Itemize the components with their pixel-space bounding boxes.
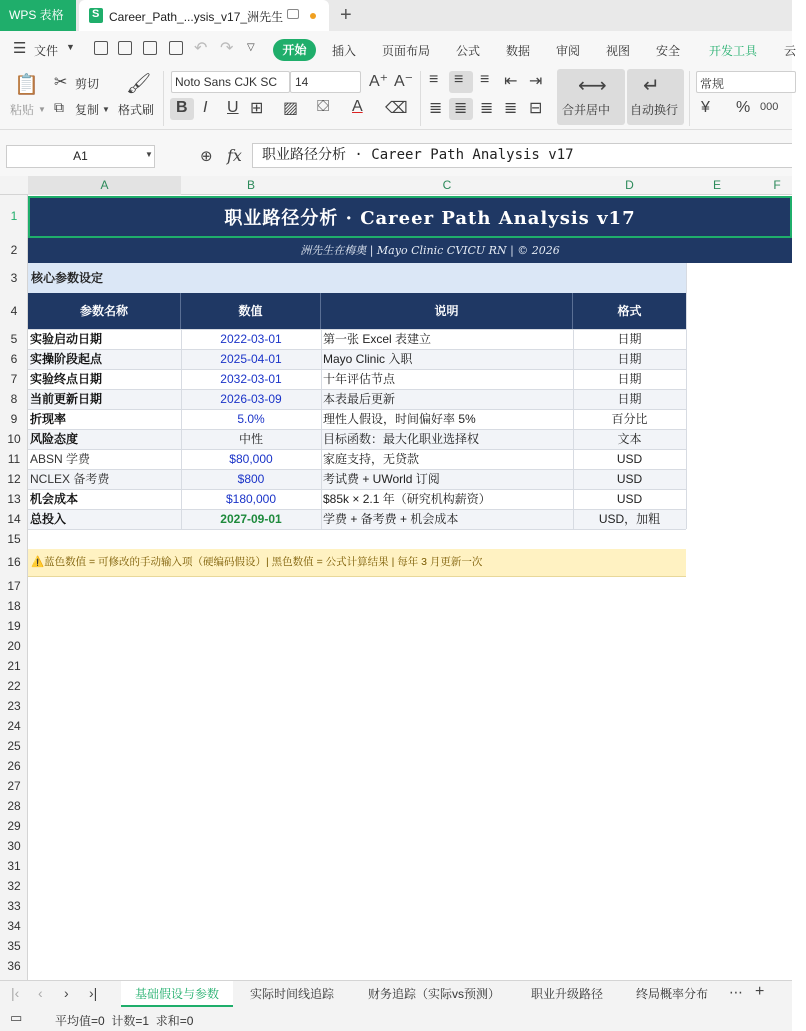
grid-line xyxy=(28,409,686,410)
grid-line xyxy=(28,489,686,490)
param-format-cell[interactable]: USD xyxy=(573,489,686,509)
param-format-cell[interactable]: 文本 xyxy=(573,429,686,449)
param-value-cell[interactable]: $80,000 xyxy=(181,449,321,469)
grid-line xyxy=(28,509,686,510)
column-header-e[interactable]: E xyxy=(712,178,721,192)
row-header-25[interactable]: 25 xyxy=(7,739,21,753)
row-header-22[interactable]: 22 xyxy=(7,679,21,693)
sheet-tab-career-path[interactable]: 职业升级路径 xyxy=(531,987,604,1001)
font-size-value: 14 xyxy=(295,75,309,89)
separator xyxy=(420,71,421,126)
param-name-cell[interactable]: 机会成本 xyxy=(28,489,181,509)
indent-decrease-icon[interactable]: ⇤ xyxy=(504,73,518,90)
table-header-cell[interactable]: 数值 xyxy=(181,293,321,329)
grid-line xyxy=(28,469,686,470)
row-header-21[interactable]: 21 xyxy=(7,659,21,673)
cut-button[interactable]: 剪切 xyxy=(75,77,100,91)
param-value-cell[interactable]: 2032-03-01 xyxy=(181,369,321,389)
print-preview-icon[interactable] xyxy=(169,41,183,55)
param-value-cell[interactable]: 2026-03-09 xyxy=(181,389,321,409)
align-right-icon[interactable]: ≣ xyxy=(480,100,494,117)
param-description-cell[interactable]: 目标函数：最大化职业选择权 xyxy=(321,429,573,449)
row-header-34[interactable]: 34 xyxy=(7,919,21,933)
wrap-text-label: 自动换行 xyxy=(630,103,679,117)
grid-line xyxy=(28,389,686,390)
decrease-font-icon[interactable]: A⁻ xyxy=(394,73,414,90)
param-value-cell[interactable]: 2025-04-01 xyxy=(181,349,321,369)
italic-icon[interactable]: I xyxy=(203,99,208,116)
table-header-cell[interactable]: 格式 xyxy=(573,293,686,329)
param-name-cell[interactable]: 实验启动日期 xyxy=(28,329,181,349)
indent-increase-icon[interactable]: ⇥ xyxy=(529,73,543,90)
chevron-down-icon[interactable]: ▼ xyxy=(66,42,75,52)
sheet-tab-endgame[interactable]: 终局概率分布 xyxy=(636,987,709,1001)
row-header-4[interactable]: 4 xyxy=(10,304,18,318)
bold-icon[interactable]: B xyxy=(176,99,188,116)
sheet-tab-finance[interactable]: 财务追踪（实际vs预测） xyxy=(368,987,501,1001)
add-sheet-icon[interactable]: + xyxy=(755,983,765,1000)
zoom-icon[interactable]: ⊕ xyxy=(200,148,213,165)
number-format-value: 常规 xyxy=(700,77,725,91)
justify-icon[interactable]: ≣ xyxy=(504,100,518,117)
number-format-select[interactable] xyxy=(696,71,796,93)
row-header-9[interactable]: 9 xyxy=(10,412,18,426)
fill-color-icon[interactable]: ⛋ xyxy=(317,98,330,115)
cell-style-icon[interactable]: ▨ xyxy=(283,100,299,117)
row-header-23[interactable]: 23 xyxy=(7,699,21,713)
row-header-20[interactable]: 20 xyxy=(7,639,21,653)
increase-font-icon[interactable]: A⁺ xyxy=(369,73,389,90)
grid-line xyxy=(28,576,686,577)
menu-page-layout[interactable]: 页面布局 xyxy=(382,44,431,58)
param-format-cell[interactable]: USD xyxy=(573,469,686,489)
sheet-subtitle-cell[interactable]: 洲先生在梅奥 | Mayo Clinic CVICU RN | © 2026 xyxy=(28,238,792,263)
param-description-cell[interactable]: 家庭支持，无贷款 xyxy=(321,449,573,469)
column-header-bar xyxy=(0,176,792,195)
param-format-cell[interactable]: 百分比 xyxy=(573,409,686,429)
export-pdf-icon[interactable] xyxy=(118,41,132,55)
grid-line xyxy=(181,329,182,529)
row-header-7[interactable]: 7 xyxy=(10,372,18,386)
sheet-tab-bar xyxy=(0,980,792,1007)
param-format-cell[interactable]: 日期 xyxy=(573,369,686,389)
row-header-13[interactable]: 13 xyxy=(7,492,21,506)
column-header-c[interactable]: C xyxy=(442,178,452,192)
currency-button[interactable]: ¥ xyxy=(701,99,710,116)
param-name-cell[interactable]: 当前更新日期 xyxy=(28,389,181,409)
grid-line xyxy=(28,529,686,530)
row-header-18[interactable]: 18 xyxy=(7,599,21,613)
title-bar xyxy=(0,0,792,31)
row-header-36[interactable]: 36 xyxy=(7,959,21,973)
name-box[interactable]: A1 xyxy=(6,145,155,168)
param-name-cell[interactable]: 总投入 xyxy=(28,509,181,529)
first-sheet-icon[interactable]: |‹ xyxy=(11,985,20,1001)
grid-line xyxy=(686,329,687,529)
row-header-29[interactable]: 29 xyxy=(7,819,21,833)
param-description-cell[interactable]: $85k × 2.1 年（研究机构薪资） xyxy=(321,489,573,509)
column-header-a[interactable]: A xyxy=(28,176,181,195)
menu-cloud[interactable]: 云 xyxy=(784,44,797,58)
font-size-select[interactable] xyxy=(290,71,361,93)
print-icon[interactable] xyxy=(143,41,157,55)
save-icon[interactable] xyxy=(94,41,108,55)
paste-button[interactable]: 粘贴 xyxy=(10,103,35,117)
row-header-5[interactable]: 5 xyxy=(10,332,18,346)
column-header-d[interactable]: D xyxy=(625,178,634,192)
param-name-cell[interactable]: 风险态度 xyxy=(28,429,181,449)
param-name-cell[interactable]: 折现率 xyxy=(28,409,181,429)
row-header-32[interactable]: 32 xyxy=(7,879,21,893)
status-bar-icon[interactable]: ▭ xyxy=(10,1010,23,1025)
separator xyxy=(163,71,164,126)
menu-bar xyxy=(0,31,797,67)
row-header-24[interactable]: 24 xyxy=(7,719,21,733)
column-header-f[interactable]: F xyxy=(773,178,781,192)
row-header-3[interactable]: 3 xyxy=(10,271,18,285)
param-description-cell[interactable]: 考试费 + UWorld 订阅 xyxy=(321,469,573,489)
chevron-down-icon[interactable]: ▼ xyxy=(102,105,110,114)
new-tab-plus-icon[interactable]: + xyxy=(340,4,352,26)
clear-format-icon[interactable]: ⌫ xyxy=(385,100,408,117)
prev-sheet-icon[interactable]: ‹ xyxy=(38,985,43,1001)
row-header-12[interactable]: 12 xyxy=(7,472,21,486)
param-value-cell[interactable]: 2027-09-01 xyxy=(181,509,321,529)
param-description-cell[interactable]: 第一张 Excel 表建立 xyxy=(321,329,573,349)
percent-button[interactable]: % xyxy=(736,99,751,116)
hamburger-icon[interactable]: ☰ xyxy=(13,40,27,57)
row-header-30[interactable]: 30 xyxy=(7,839,21,853)
underline-icon[interactable]: U xyxy=(227,99,239,116)
row-header-bar xyxy=(0,195,28,980)
column-header-b[interactable]: B xyxy=(246,178,255,192)
formula-input[interactable]: 职业路径分析 · Career Path Analysis v17 xyxy=(252,143,792,168)
row-header-6[interactable]: 6 xyxy=(10,352,18,366)
param-format-cell[interactable]: USD，加粗 xyxy=(573,509,686,529)
format-painter-icon[interactable]: 🖌 xyxy=(126,73,152,95)
align-top-icon[interactable]: ≡ xyxy=(429,71,439,88)
grid-line xyxy=(28,349,686,350)
menu-insert[interactable]: 插入 xyxy=(332,44,357,58)
menu-review[interactable]: 审阅 xyxy=(556,44,581,58)
unsaved-dot-icon xyxy=(310,13,316,19)
next-sheet-icon[interactable]: › xyxy=(64,985,69,1001)
quick-access-dropdown-icon[interactable]: ▽ xyxy=(247,42,255,53)
align-bottom-icon[interactable]: ≡ xyxy=(480,71,490,88)
font-name-value: Noto Sans CJK SC xyxy=(175,75,278,89)
undo-icon[interactable]: ↶ xyxy=(194,40,208,57)
menu-security[interactable]: 安全 xyxy=(656,44,681,58)
param-value-cell[interactable]: 中性 xyxy=(181,429,321,449)
menu-data[interactable]: 数据 xyxy=(506,44,531,58)
redo-icon[interactable]: ↷ xyxy=(220,40,234,57)
document-tab-title: Career_Path_...ysis_v17_洲先生 xyxy=(109,10,284,24)
row-header-31[interactable]: 31 xyxy=(7,859,21,873)
param-format-cell[interactable]: 日期 xyxy=(573,329,686,349)
spreadsheet-file-icon xyxy=(89,8,103,23)
ribbon-toolbar xyxy=(0,67,792,130)
merge-cells-icon: ⟷ xyxy=(578,75,607,97)
last-sheet-icon[interactable]: ›| xyxy=(89,985,98,1001)
row-header-35[interactable]: 35 xyxy=(7,939,21,953)
param-description-cell[interactable]: 十年评估节点 xyxy=(321,369,573,389)
row-header-11[interactable]: 11 xyxy=(7,452,21,466)
legend-note-cell[interactable]: ⚠️蓝色数值 = 可修改的手动输入项（硬编码假设）| 黑色数值 = 公式计算结果 | 每年 3 月更新一次 xyxy=(28,549,686,576)
sheet-tab-timeline[interactable]: 实际时间线追踪 xyxy=(250,987,335,1001)
param-description-cell[interactable]: Mayo Clinic 入职 xyxy=(321,349,573,369)
grid-line xyxy=(28,329,686,330)
param-format-cell[interactable]: 日期 xyxy=(573,389,686,409)
row-header-33[interactable]: 33 xyxy=(7,899,21,913)
merge-center-label: 合并居中 xyxy=(562,103,611,117)
row-header-17[interactable]: 17 xyxy=(7,579,21,593)
param-name-cell[interactable]: ABSN 学费 xyxy=(28,449,181,469)
table-header-cell[interactable]: 说明 xyxy=(321,293,573,329)
param-value-cell[interactable]: 5.0% xyxy=(181,409,321,429)
menu-formulas[interactable]: 公式 xyxy=(456,44,481,58)
param-value-cell[interactable]: $180,000 xyxy=(181,489,321,509)
row-header-27[interactable]: 27 xyxy=(7,779,21,793)
copy-icon[interactable]: ⧉ xyxy=(54,99,64,115)
chevron-down-icon[interactable]: ▼ xyxy=(38,105,46,114)
status-bar xyxy=(0,1007,792,1031)
grid-line xyxy=(28,429,686,430)
more-sheets-icon[interactable]: ⋯ xyxy=(729,984,743,1000)
row-header-19[interactable]: 19 xyxy=(7,619,21,633)
align-middle-icon[interactable]: ≡ xyxy=(454,71,464,88)
grid-line xyxy=(28,449,686,450)
separator xyxy=(689,71,690,126)
border-icon[interactable]: ⊞ xyxy=(250,100,264,117)
menu-start[interactable]: 开始 xyxy=(273,39,316,61)
paste-icon[interactable]: 📋 xyxy=(14,74,39,96)
row-header-15[interactable]: 15 xyxy=(7,532,21,546)
monitor-icon[interactable] xyxy=(287,9,299,19)
row-header-1[interactable]: 1 xyxy=(10,209,18,223)
menu-developer-tools[interactable]: 开发工具 xyxy=(709,44,758,58)
copy-button[interactable]: 复制 xyxy=(75,103,100,117)
param-value-cell[interactable]: 2022-03-01 xyxy=(181,329,321,349)
font-name-select[interactable] xyxy=(171,71,290,93)
param-value-cell[interactable]: $800 xyxy=(181,469,321,489)
row-header-28[interactable]: 28 xyxy=(7,799,21,813)
thousands-separator-button[interactable]: 000 xyxy=(760,101,779,113)
row-header-14[interactable]: 14 xyxy=(7,512,21,526)
grid-line xyxy=(28,369,686,370)
param-description-cell[interactable]: 理性人假设，时间偏好率 5% xyxy=(321,409,573,429)
font-color-icon[interactable]: A xyxy=(352,98,363,115)
app-tab[interactable]: WPS 表格 xyxy=(0,0,76,31)
menu-file[interactable]: 文件 xyxy=(34,44,59,58)
scissors-icon[interactable]: ✂ xyxy=(54,74,68,91)
grid-line xyxy=(573,329,574,529)
param-description-cell[interactable]: 本表最后更新 xyxy=(321,389,573,409)
row-header-16[interactable]: 16 xyxy=(7,555,21,569)
format-painter-button[interactable]: 格式刷 xyxy=(118,103,155,117)
section-heading-cell[interactable]: 核心参数设定 xyxy=(28,263,686,293)
grid-line xyxy=(321,329,322,529)
row-header-2[interactable]: 2 xyxy=(10,243,18,257)
align-left-icon[interactable]: ≣ xyxy=(429,100,443,117)
chevron-down-icon[interactable]: ▼ xyxy=(145,150,153,159)
param-description-cell[interactable]: 学费 + 备考费 + 机会成本 xyxy=(321,509,573,529)
param-name-cell[interactable]: 实操阶段起点 xyxy=(28,349,181,369)
table-header-cell[interactable]: 参数名称 xyxy=(28,293,181,329)
wrap-text-icon: ↵ xyxy=(643,75,660,97)
status-aggregates: 平均值=0 计数=1 求和=0 xyxy=(55,1014,194,1028)
sheet-tab-assumptions[interactable]: 基础假设与参数 xyxy=(121,981,233,1007)
row-header-26[interactable]: 26 xyxy=(7,759,21,773)
param-format-cell[interactable]: 日期 xyxy=(573,349,686,369)
grid-line xyxy=(686,263,687,329)
document-tab[interactable] xyxy=(79,0,329,31)
row-header-10[interactable]: 10 xyxy=(7,432,21,446)
param-name-cell[interactable]: 实验终点日期 xyxy=(28,369,181,389)
row-header-8[interactable]: 8 xyxy=(10,392,18,406)
param-format-cell[interactable]: USD xyxy=(573,449,686,469)
menu-view[interactable]: 视图 xyxy=(606,44,631,58)
distributed-align-icon[interactable]: ⊟ xyxy=(529,100,543,117)
param-name-cell[interactable]: NCLEX 备考费 xyxy=(28,469,181,489)
function-icon[interactable]: fx xyxy=(227,146,242,165)
align-center-icon[interactable]: ≣ xyxy=(454,100,468,117)
sheet-title-cell[interactable]: 职业路径分析 · Career Path Analysis v17 xyxy=(28,196,792,238)
